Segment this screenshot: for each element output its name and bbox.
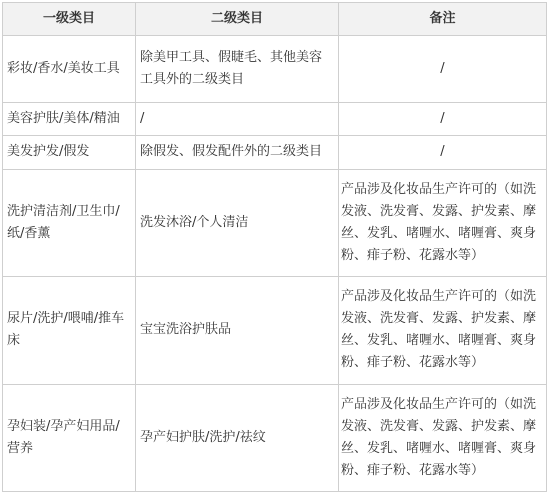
level1-cell: 尿片/洗护/喂哺/推车床 [3, 277, 136, 384]
level2-cell: 孕产妇护肤/洗护/祛纹 [136, 384, 339, 492]
table-row [3, 136, 547, 169]
level2-cell: 除美甲工具、假睫毛、其他美容工具外的二级类目 [136, 36, 339, 103]
table-row [3, 277, 547, 384]
category-table [2, 2, 547, 492]
table-row [3, 103, 547, 136]
level1-cell: 美容护肤/美体/精油 [3, 103, 136, 136]
table-row [3, 384, 547, 492]
note-cell: / [339, 36, 547, 103]
header-note: 备注 [339, 3, 547, 36]
note-cell: 产品涉及化妆品生产许可的（如洗发液、洗发膏、发露、护发素、摩丝、发乳、啫喱水、啫喱膏、爽身粉、痱子粉、花露水等） [339, 277, 547, 384]
level1-cell: 彩妆/香水/美妆工具 [3, 36, 136, 103]
table-row [3, 169, 547, 276]
table-header-row [3, 3, 547, 36]
level2-cell: 洗发沐浴/个人清洁 [136, 169, 339, 276]
level1-cell: 洗护清洁剂/卫生巾/纸/香薰 [3, 169, 136, 276]
level2-cell: / [136, 103, 339, 136]
header-level1: 一级类目 [3, 3, 136, 36]
level1-cell: 美发护发/假发 [3, 136, 136, 169]
note-cell: / [339, 103, 547, 136]
level1-cell: 孕妇装/孕产妇用品/营养 [3, 384, 136, 492]
level2-cell: 宝宝洗浴护肤品 [136, 277, 339, 384]
category-table-container [2, 2, 546, 492]
level2-cell: 除假发、假发配件外的二级类目 [136, 136, 339, 169]
note-cell: / [339, 136, 547, 169]
table-row [3, 36, 547, 103]
header-level2: 二级类目 [136, 3, 339, 36]
note-cell: 产品涉及化妆品生产许可的（如洗发液、洗发膏、发露、护发素、摩丝、发乳、啫喱水、啫喱膏、爽身粉、痱子粉、花露水等） [339, 169, 547, 276]
note-cell: 产品涉及化妆品生产许可的（如洗发液、洗发膏、发露、护发素、摩丝、发乳、啫喱水、啫喱膏、爽身粉、痱子粉、花露水等） [339, 384, 547, 492]
